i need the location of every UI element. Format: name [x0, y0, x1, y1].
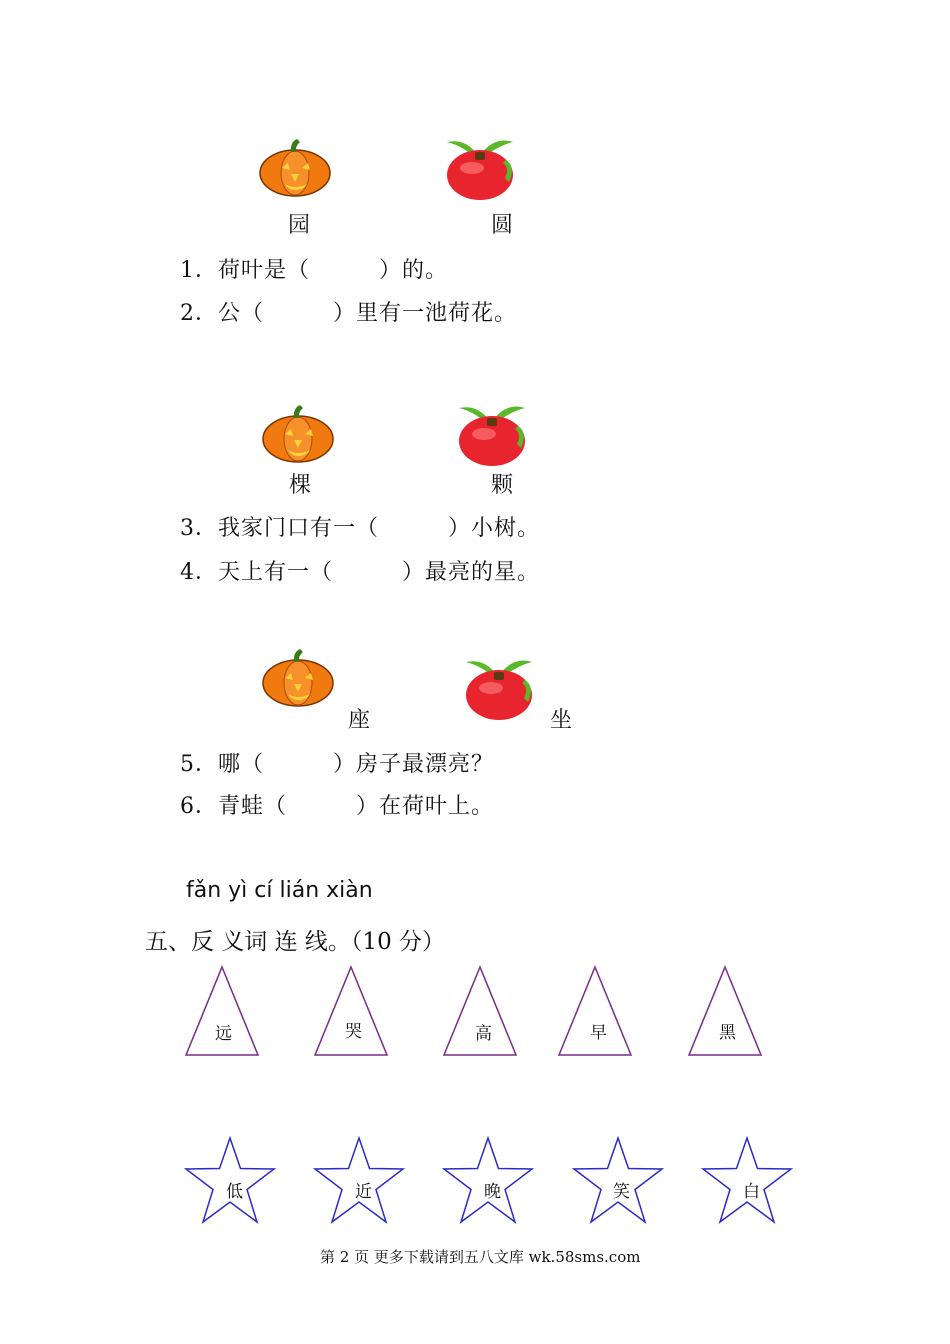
- word-option: 颗: [491, 473, 514, 498]
- star-word[interactable]: [314, 1138, 406, 1224]
- star-word[interactable]: [185, 1138, 277, 1224]
- triangle-label: 黑: [719, 1023, 736, 1043]
- fill-blank-sentence: 3．我家门口有一（ ）小树。: [180, 516, 540, 541]
- star-label: 笑: [613, 1182, 630, 1202]
- triangle-label: 远: [215, 1024, 232, 1044]
- triangle-shape: [559, 967, 633, 1057]
- word-option: 坐: [550, 708, 573, 733]
- fill-blank-sentence: 2．公（ ）里有一池荷花。: [180, 301, 517, 326]
- fill-blank-sentence: 6．青蛙（ ）在荷叶上。: [180, 794, 494, 819]
- tomato-image: [455, 398, 531, 466]
- word-option: 圆: [491, 213, 514, 238]
- tomato-image: [462, 652, 538, 720]
- word-option: 棵: [289, 473, 312, 498]
- triangle-shape: [689, 967, 763, 1057]
- star-word[interactable]: [573, 1138, 665, 1224]
- section-pinyin: fǎn yì cí lián xiàn: [186, 878, 373, 903]
- triangle-label: 早: [590, 1023, 607, 1043]
- star-label: 晚: [484, 1182, 501, 1202]
- triangle-label: 哭: [345, 1022, 362, 1042]
- page-footer: 第 2 页 更多下载请到五八文库 wk.58sms.com: [320, 1248, 641, 1266]
- pumpkin-image: [257, 138, 333, 198]
- word-option: 座: [348, 708, 371, 733]
- fill-blank-sentence: 1．荷叶是（ ）的。: [180, 258, 448, 283]
- pumpkin-image: [260, 648, 336, 708]
- triangle-word[interactable]: [315, 967, 389, 1057]
- triangle-word[interactable]: [559, 967, 633, 1057]
- section-title: 五、反 义词 连 线。（10 分）: [145, 929, 446, 955]
- word-option: 园: [288, 213, 311, 238]
- triangle-label: 高: [475, 1024, 492, 1044]
- triangle-shape: [315, 967, 389, 1057]
- star-word[interactable]: [443, 1138, 535, 1224]
- pumpkin-image: [260, 404, 336, 464]
- tomato-image: [443, 132, 519, 200]
- triangle-word[interactable]: [689, 967, 763, 1057]
- fill-blank-sentence: 4．天上有一（ ）最亮的星。: [180, 560, 540, 585]
- triangle-word[interactable]: [444, 967, 518, 1057]
- star-label: 低: [226, 1182, 243, 1202]
- star-word[interactable]: [702, 1138, 794, 1224]
- star-label: 近: [355, 1182, 372, 1202]
- star-label: 白: [743, 1182, 760, 1202]
- triangle-word[interactable]: [186, 967, 260, 1057]
- fill-blank-sentence: 5．哪（ ）房子最漂亮？: [180, 752, 494, 777]
